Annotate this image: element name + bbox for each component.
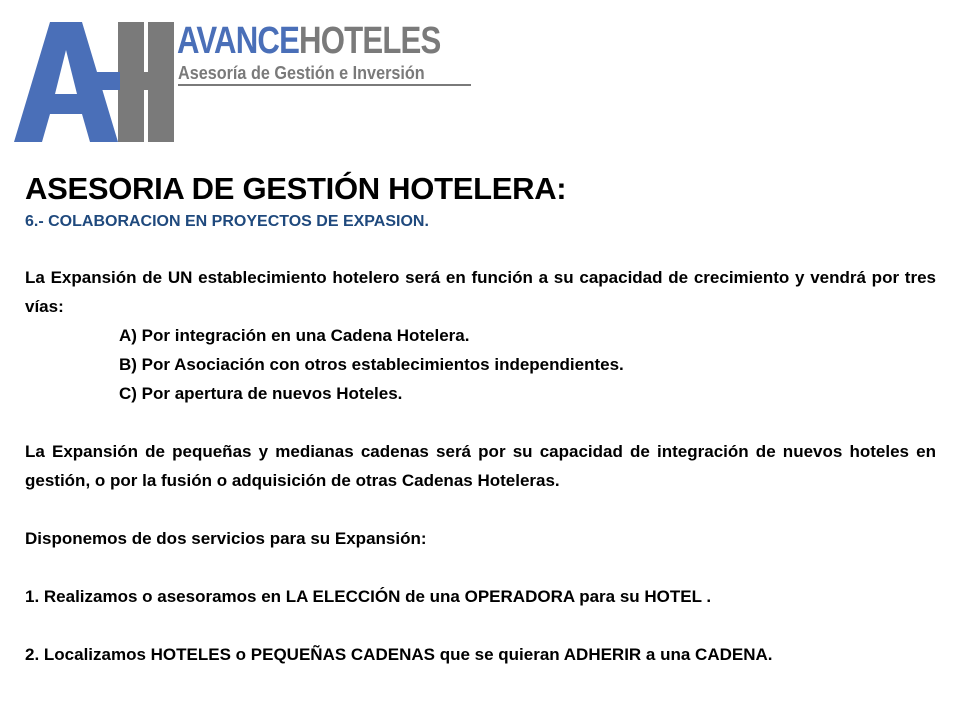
brand-name-part2: HOTELES <box>299 20 441 62</box>
brand-name-part1: AVANCE <box>177 20 300 62</box>
document-body <box>25 168 936 669</box>
spacer <box>25 234 936 263</box>
service-item-1: 1. Realizamos o asesoramos en LA ELECCIÓN de una OPERADORA para su HOTEL . <box>25 587 712 606</box>
spacer <box>25 495 936 524</box>
paragraph-expansion-single: La Expansión de UN establecimiento hotelero será en función a su capacidad de crecimiento y vendrá por tres vías: <box>25 268 936 316</box>
ah-monogram-logo <box>14 20 179 145</box>
paragraph-expansion-chains: La Expansión de pequeñas y medianas cadenas será por su capacidad de integración de nuevos hoteles en gestión, o por la fusión o adquisición de otras Cadenas Hoteleras. <box>25 442 936 490</box>
option-item: C) Por apertura de nuevos Hoteles. <box>119 384 403 403</box>
spacer <box>25 611 936 640</box>
section-subtitle: 6.- COLABORACION EN PROYECTOS DE EXPASION. <box>25 213 429 230</box>
page-title: ASESORIA DE GESTIÓN HOTELERA: <box>25 171 567 206</box>
services-intro: Disponemos de dos servicios para su Expansión: <box>25 529 427 548</box>
brand-name <box>177 22 440 60</box>
option-item: B) Por Asociación con otros establecimientos independientes. <box>119 355 624 374</box>
spacer <box>25 408 936 437</box>
logo-wordmark <box>177 20 477 90</box>
brand-tagline: Asesoría de Gestión e Inversión <box>178 63 425 83</box>
avance-hoteles-logo <box>14 20 484 145</box>
spacer <box>25 553 936 582</box>
service-item-2: 2. Localizamos HOTELES o PEQUEÑAS CADENAS que se quieran ADHERIR a una CADENA. <box>25 645 773 664</box>
tagline-underline <box>178 84 471 86</box>
option-item: A) Por integración en una Cadena Hotelera. <box>119 326 470 345</box>
